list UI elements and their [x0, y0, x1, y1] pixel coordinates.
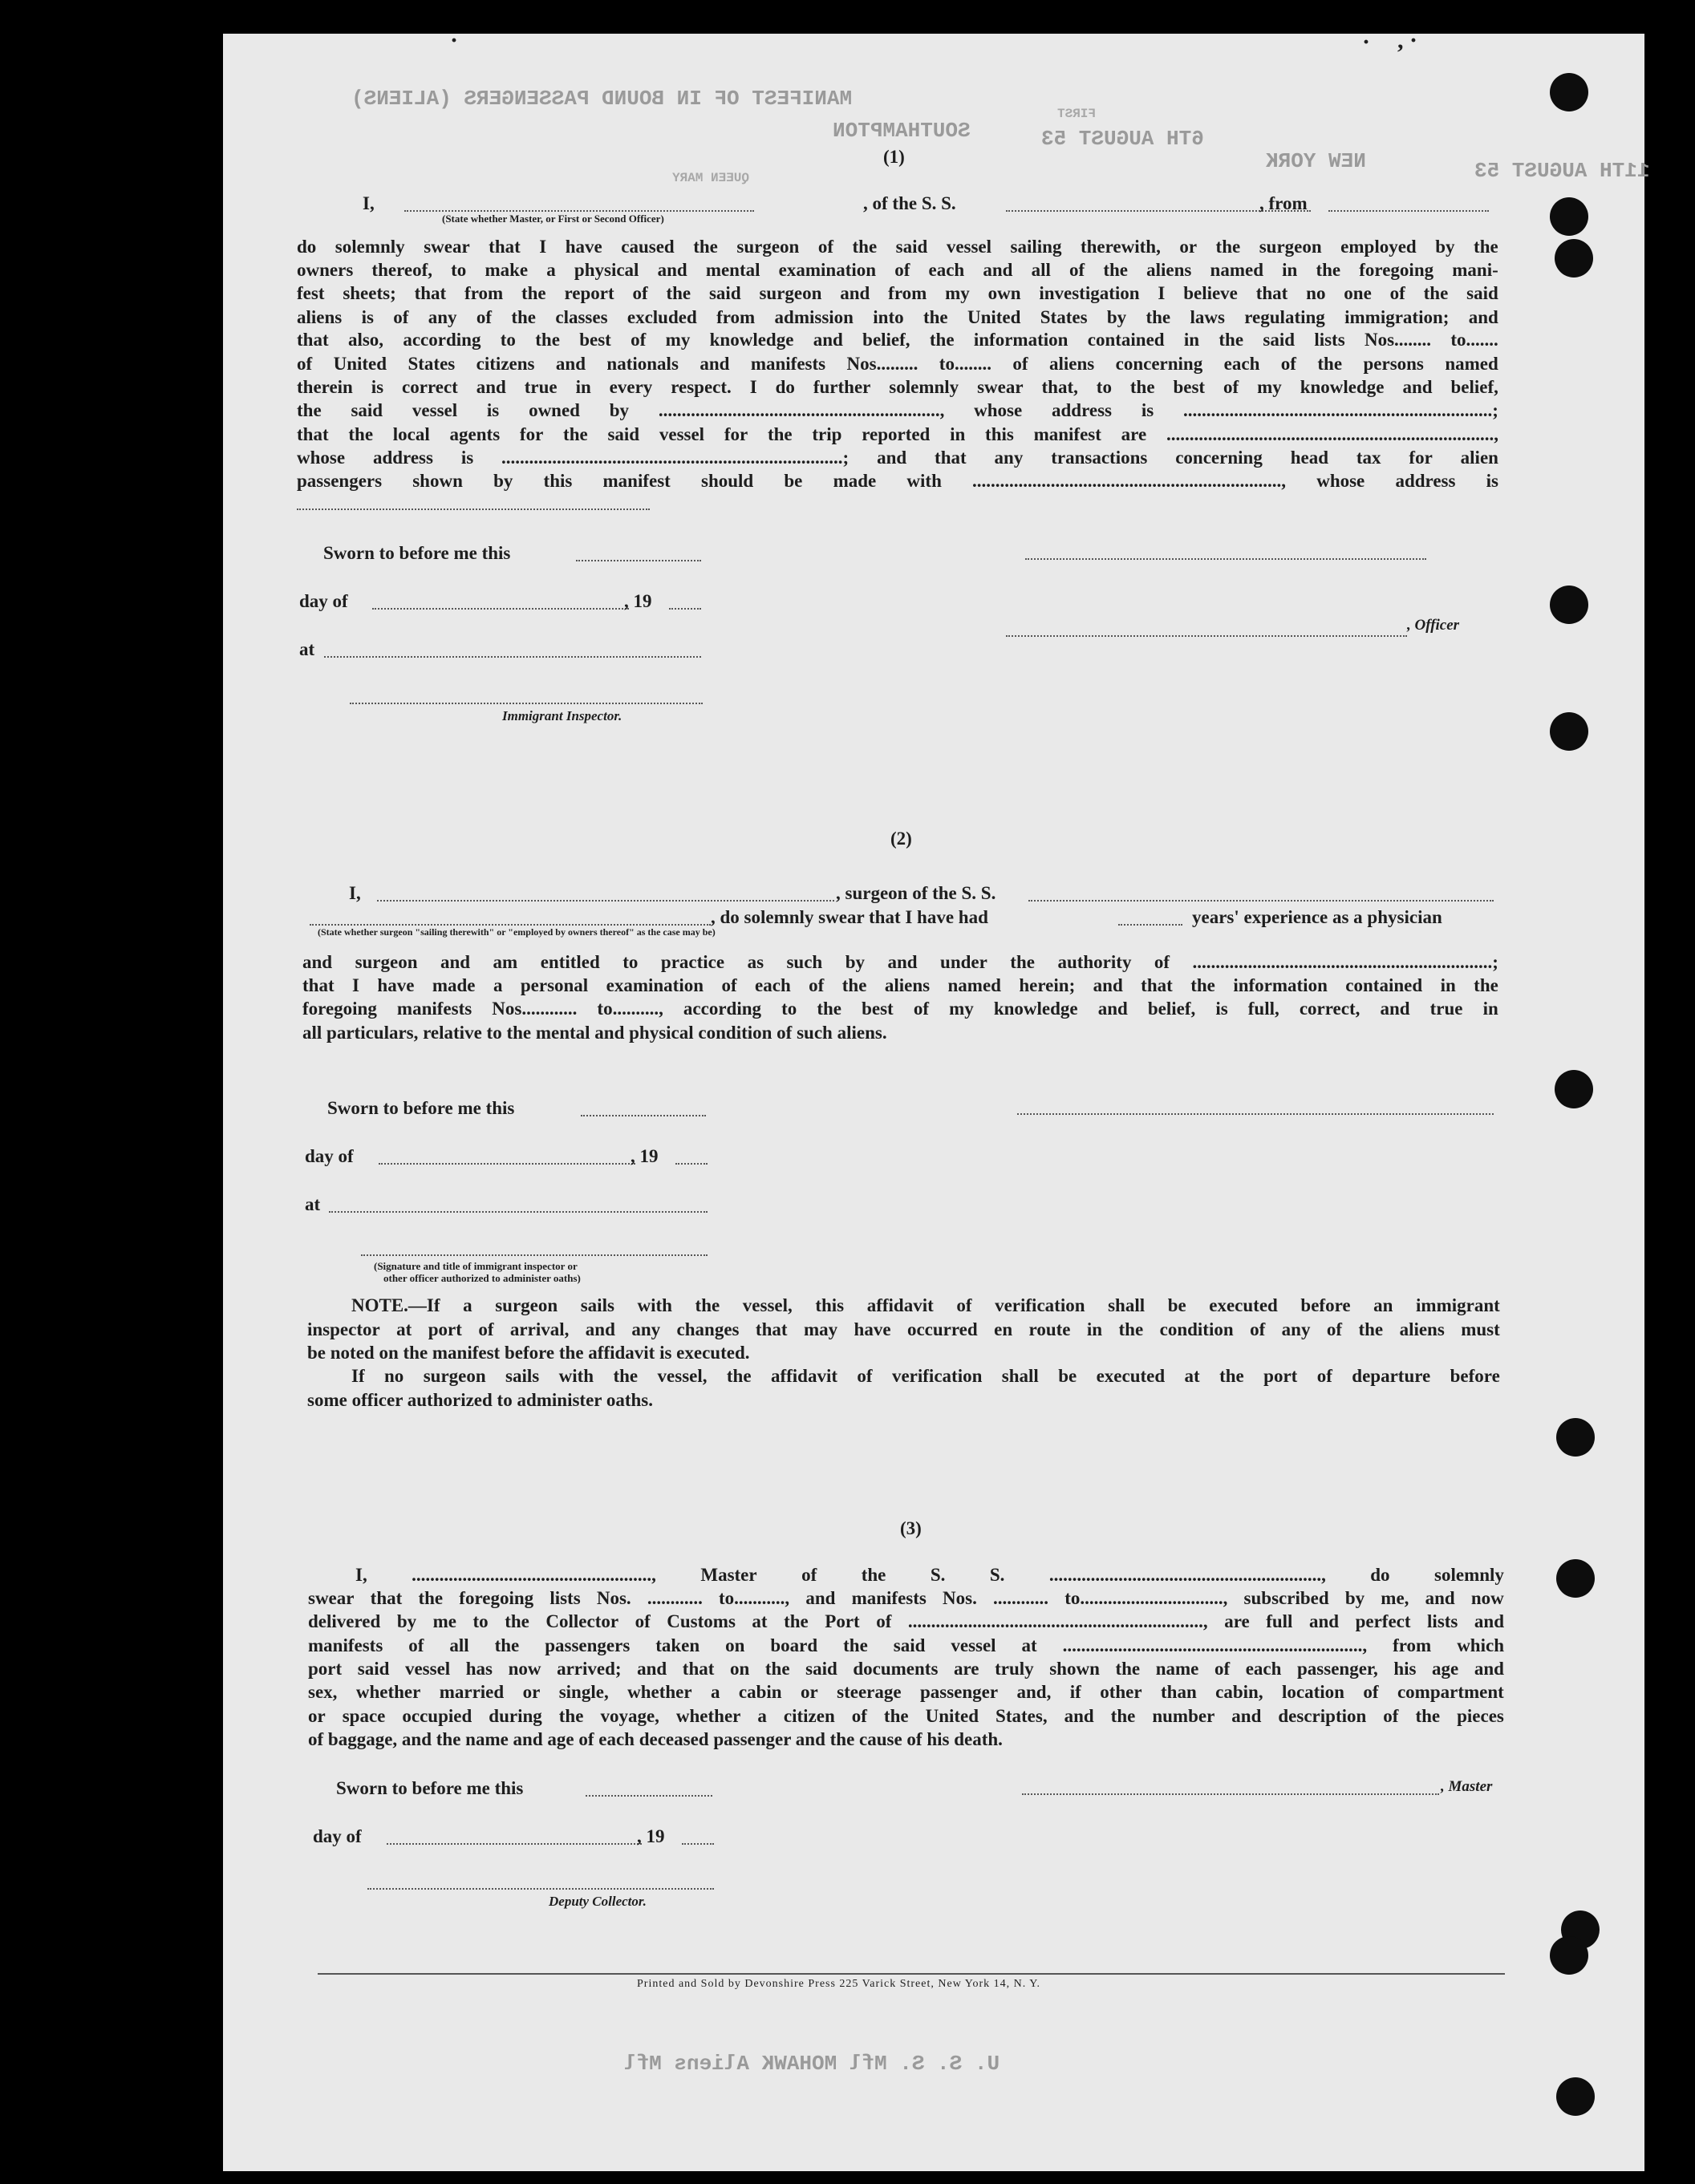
ink-speck: · [450, 27, 459, 54]
s2-years-field[interactable] [1118, 924, 1182, 926]
s1-sworn-label: Sworn to before me this [323, 543, 511, 563]
s2-day-field[interactable] [379, 1163, 635, 1165]
s3-body-line: I, ...................................................., Master of the S. S. ..........................................................., do solemnly [355, 1565, 1504, 1585]
printer-credit: Printed and Sold by Devonshire Press 225 Varick Street, New York 14, N. Y. [637, 1978, 1041, 1990]
s2-surgeon-signature-field[interactable] [1017, 1113, 1494, 1115]
binding-hole [1550, 586, 1588, 624]
s1-from-label: , from [1259, 193, 1308, 213]
s1-at-field[interactable] [324, 656, 701, 658]
footer-rule [318, 1973, 1505, 1975]
s2-inspector-signature-field[interactable] [361, 1254, 708, 1256]
s3-day-field[interactable] [387, 1843, 642, 1845]
s1-inspector-label: Immigrant Inspector. [502, 708, 622, 723]
bleed-through-port: SOUTHAMPTON [833, 119, 971, 143]
ink-speck: · [1362, 29, 1371, 55]
s3-sworn-label: Sworn to before me this [336, 1778, 524, 1798]
s3-collector-label: Deputy Collector. [549, 1894, 647, 1909]
s2-swear-label: , do solemnly swear that I have had [711, 907, 988, 927]
s1-body-line: that also, according to the best of my knowledge and belief, the information contained in the said lists Nos........ to....... [297, 330, 1498, 350]
s1-body-line: of United States citizens and nationals and manifests Nos......... to........ of aliens concerning each of the persons named [297, 354, 1498, 374]
s3-body-line: manifests of all the passengers taken on board the said vessel at ................................................................., from which [308, 1635, 1504, 1655]
s1-sworn-field[interactable] [576, 560, 701, 561]
s3-year-label: , 19 [637, 1826, 665, 1846]
binding-hole [1556, 1418, 1595, 1457]
bleed-through-class: FIRST [1057, 107, 1097, 121]
s2-surgeon-name-field[interactable] [377, 900, 834, 902]
s1-at-label: at [299, 639, 315, 659]
s3-body-line: delivered by me to the Collector of Customs at the Port of ................................................................, are full and perfect lists and [308, 1611, 1504, 1631]
s1-body-line: that the local agents for the said vessel for the trip reported in this manifest are ......................................................................., [297, 424, 1498, 444]
s1-officer-label: , Officer [1407, 617, 1460, 634]
s2-year-field[interactable] [675, 1163, 708, 1165]
s3-collector-signature-field[interactable] [367, 1888, 714, 1890]
binding-hole [1550, 1936, 1588, 1975]
s3-day-of-label: day of [313, 1826, 362, 1846]
s2-body-line: foregoing manifests Nos............ to.........., according to the best of my knowledge and belief, is full, correct, and true in [302, 999, 1498, 1019]
s2-note-line: be noted on the manifest before the affidavit is executed. [307, 1343, 750, 1363]
s2-note2-line: If no surgeon sails with the vessel, the affidavit of verification shall be executed at the port of departure before [351, 1366, 1500, 1386]
bleed-through-vessel: QUEEN MARY [672, 171, 750, 185]
s2-note-line: inspector at port of arrival, and any changes that may have occurred en route in the condition of any of the aliens must [307, 1319, 1500, 1339]
s1-of-ss-label: , of the S. S. [863, 193, 956, 213]
s1-year-field[interactable] [669, 608, 701, 610]
s3-year-field[interactable] [682, 1843, 714, 1845]
s3-body-line: swear that the foregoing lists Nos. ............ to..........., and manifests Nos. ............ to..............................., subscribed by me, and now [308, 1588, 1504, 1608]
s2-year-label: , 19 [631, 1146, 659, 1166]
s1-address-continuation-field[interactable] [297, 509, 650, 510]
s1-year-label: , 19 [624, 591, 652, 611]
s1-body-line: do solemnly swear that I have caused the surgeon of the said vessel sailing therewith, or the surgeon employed by the [297, 237, 1498, 257]
s1-body-line: whose address is ..........................................................................; and that any transactions concerning head tax for alien [297, 448, 1498, 468]
section-1-number: (1) [883, 147, 905, 167]
s2-note-line: NOTE.—If a surgeon sails with the vessel, this affidavit of verification shall be executed before an immigrant [351, 1295, 1500, 1315]
s1-body-line: owners thereof, to make a physical and mental examination of each and all of the aliens named in the foregoing mani- [297, 260, 1498, 280]
bleed-through-arrival-date: 11TH AUGUST 53 [1474, 159, 1650, 183]
ink-speck: , · [1397, 27, 1418, 54]
s2-vessel-field[interactable] [1028, 900, 1494, 902]
s1-body-line: fest sheets; that from the report of the said surgeon and from my own investigation I believe that no one of the said [297, 283, 1498, 303]
s2-day-of-label: day of [305, 1146, 354, 1166]
bleed-through-title: MANIFEST OF IN BOUND PASSENGERS (ALIENS) [351, 87, 853, 111]
s3-master-label: , Master [1441, 1778, 1493, 1795]
s1-state-note: (State whether Master, or First or Second Officer) [442, 213, 664, 225]
s2-at-field[interactable] [329, 1211, 708, 1213]
binding-hole [1556, 1559, 1595, 1598]
s2-note2-line: some officer authorized to administer oaths. [307, 1390, 653, 1410]
s3-sworn-field[interactable] [586, 1795, 712, 1797]
s1-officer-signature-field[interactable] [1025, 558, 1426, 560]
s1-body-line: aliens is of any of the classes excluded from admission into the United States by the laws regulating immigration; and [297, 307, 1498, 327]
s2-body-line: all particulars, relative to the mental and physical condition of such aliens. [302, 1023, 887, 1043]
s2-sworn-label: Sworn to before me this [327, 1098, 515, 1118]
s1-day-of-label: day of [299, 591, 348, 611]
s3-body-line: of baggage, and the name and age of each deceased passenger and the cause of his death. [308, 1729, 1003, 1749]
s3-body-line: port said vessel has now arrived; and that on the said documents are truly shown the name of each passenger, his age and [308, 1659, 1504, 1679]
s1-inspector-signature-field[interactable] [350, 703, 703, 704]
binding-hole [1550, 73, 1588, 111]
binding-hole [1555, 1070, 1593, 1108]
bleed-through-arrival: NEW YORK [1266, 149, 1366, 173]
bleed-through-date: 6TH AUGUST 53 [1041, 127, 1204, 151]
s2-signature-note-2: other officer authorized to administer oaths) [383, 1272, 581, 1284]
s1-i-label: I, [363, 193, 375, 213]
s3-master-signature-field[interactable] [1022, 1793, 1439, 1795]
s3-body-line: sex, whether married or single, whether a cabin or steerage passenger and, if other than cabin, location of compartment [308, 1682, 1504, 1702]
binding-hole [1550, 197, 1588, 236]
s1-from-field[interactable] [1328, 210, 1489, 212]
s2-signature-note-1: (Signature and title of immigrant inspector or [374, 1260, 578, 1272]
s2-body-line: that I have made a personal examination of each of the aliens named herein; and that the information contained in the [302, 975, 1498, 995]
s1-body-line: the said vessel is owned by ............................................................., whose address is ...................................................................; [297, 400, 1498, 420]
section-3-number: (3) [900, 1518, 922, 1538]
s2-years-label: years' experience as a physician [1192, 907, 1442, 927]
section-2-number: (2) [890, 829, 912, 849]
s3-body-line: or space occupied during the voyage, whether a citizen of the United States, and the number and description of the pieces [308, 1706, 1504, 1726]
binding-hole [1555, 239, 1593, 278]
s2-i-label: I, [349, 883, 361, 903]
s1-officer-line-field[interactable] [1006, 635, 1407, 637]
s2-state-note: (State whether surgeon "sailing therewith" or "employed by owners thereof" as the case may be) [318, 926, 716, 938]
s2-at-label: at [305, 1194, 321, 1214]
s1-day-field[interactable] [372, 608, 629, 610]
s2-sworn-field[interactable] [581, 1115, 706, 1116]
bleed-through-bottom: U. S. S. Mfl MOHAWK Aliens Mfl [624, 2052, 1000, 2076]
s1-body-line: therein is correct and true in every respect. I do further solemnly swear that, to the best of my knowledge and belief, [297, 377, 1498, 397]
s2-body-line: and surgeon and am entitled to practice as such by and under the authority of .................................................................; [302, 952, 1498, 972]
binding-hole [1550, 712, 1588, 751]
s2-status-field[interactable] [310, 924, 711, 926]
s1-body-line: passengers shown by this manifest should be made with ..................................................................., whose address is [297, 471, 1498, 491]
document-page [223, 27, 1650, 2171]
binding-hole [1556, 2077, 1595, 2116]
s2-surgeon-label: , surgeon of the S. S. [836, 883, 996, 903]
s1-officer-name-field[interactable] [404, 210, 754, 212]
